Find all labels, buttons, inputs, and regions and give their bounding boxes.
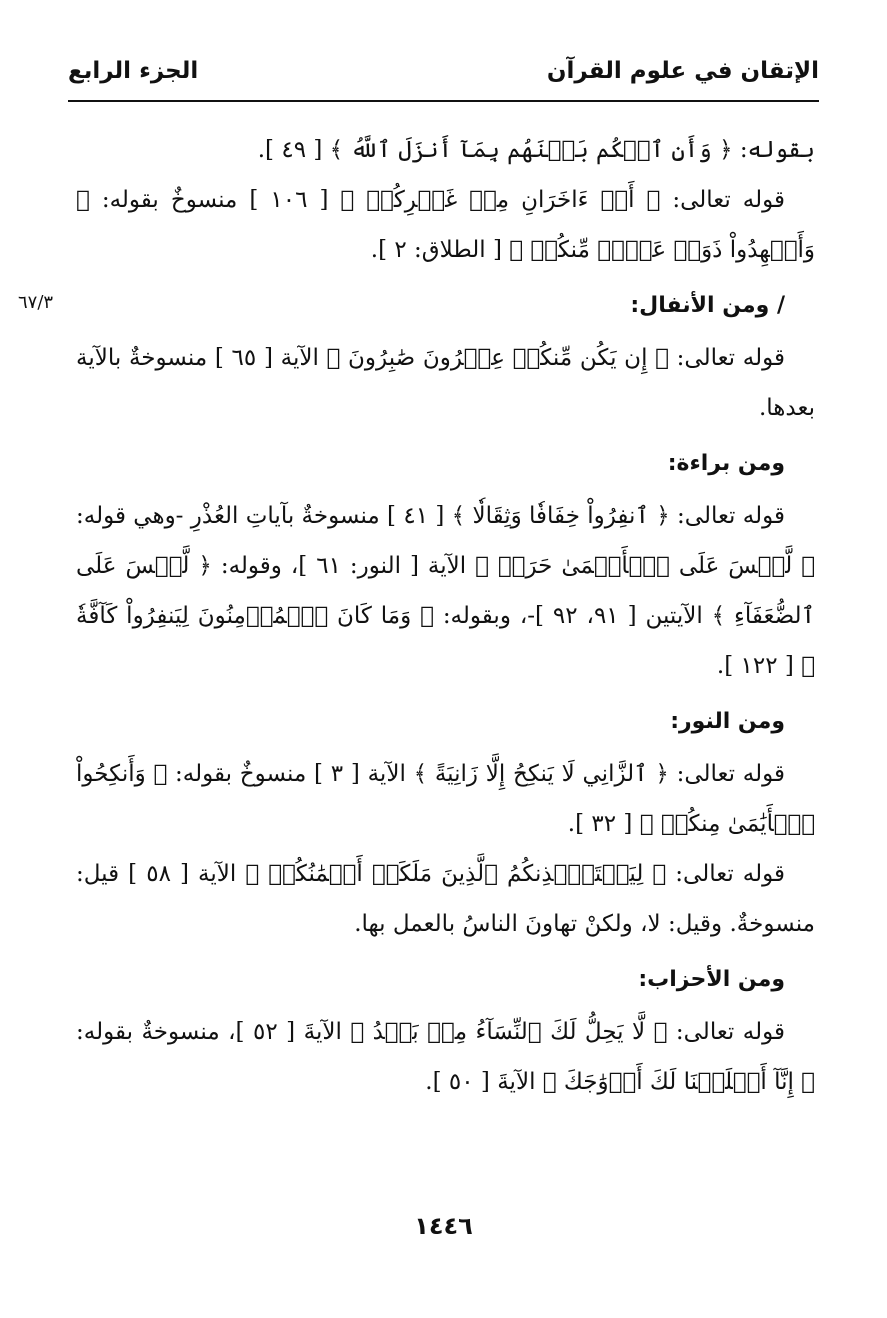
body-paragraph: بقوله: ﴿ وَأَنِ ٱحۡكُم بَيۡنَهُم بِمَآ أَنزَلَ ٱللَّهُ ﴾ [ ٤٩ ]. (257, 137, 815, 163)
section-heading: / ومن الأنفال: (630, 293, 785, 318)
section-heading: ومن النور: (670, 709, 785, 734)
body-paragraph: قوله تعالى: ﴿ أَوۡ ءَاخَرَانِ مِنۡ غَيۡرِكُمۡ ﴾ [ ١٠٦ ] منسوخٌ بقوله: ﴿ وَأَشۡهِدُواْ ذَوَيۡ عَدۡلٖ مِّنكُمۡ ﴾ [ الطلاق: ٢ ]. (76, 187, 815, 263)
body-paragraph: قوله تعالى: ﴿ لَّا يَحِلُّ لَكَ ٱلنِّسَآءُ مِنۢ بَعۡدُ ﴾ الآيةَ [ ٥٢ ]، منسوخةٌ بقوله: ﴿ إِنَّآ أَحۡلَلۡنَا لَكَ أَزۡوَٰجَكَ ﴾ الآيةَ [ ٥٠ ]. (76, 1019, 815, 1095)
body-paragraph: قوله تعالى: ﴿ لِيَسۡتَـٔۡذِنكُمُ ٱلَّذِينَ مَلَكَتۡ أَيۡمَٰنُكُمۡ ﴾ الآية [ ٥٨ ] قيل: منسوخةٌ. وقيل: لا، ولكنْ تهاونَ الناسُ بالعمل بها. (76, 861, 815, 937)
page-body (76, 125, 815, 1107)
book-title: الإتقان في علوم القرآن (546, 58, 819, 84)
body-paragraph: قوله تعالى: ﴿ ٱلزَّانِي لَا يَنكِحُ إِلَّا زَانِيَةً ﴾ الآية [ ٣ ] منسوخٌ بقوله: ﴿ وَأَنكِحُواْ ٱلۡأَيَٰمَىٰ مِنكُمۡ ﴾ [ ٣٢ ]. (76, 761, 815, 837)
margin-reference: ٦٧/٣ (18, 292, 54, 313)
running-header (68, 50, 819, 102)
section-heading: ومن الأحزاب: (638, 967, 785, 992)
page-number: ١٤٤٦ (414, 1212, 473, 1240)
part-label: الجزء الرابع (68, 58, 199, 84)
body-paragraph: قوله تعالى: ﴿ ٱنفِرُواْ خِفَافٗا وَثِقَالٗا ﴾ [ ٤١ ] منسوخةٌ بآياتِ العُذْرِ -وهي قوله: ﴿ لَّيۡسَ عَلَى ٱلۡأَعۡمَىٰ حَرَجٞ ﴾ الآية [ النور: ٦١ ]، وقوله: ﴿ لَّيۡسَ عَلَى ٱلضُّعَفَآءِ ﴾ الآيتين [ ٩١، ٩٢ ]-، وبقوله: ﴿ وَمَا كَانَ ٱلۡمُؤۡمِنُونَ لِيَنفِرُواْ كَآفَّةٗ ﴾ [ ١٢٢ ]. (76, 503, 815, 679)
body-paragraph: قوله تعالى: ﴿ إِن يَكُن مِّنكُمۡ عِشۡرُونَ صَٰبِرُونَ ﴾ الآية [ ٦٥ ] منسوخةٌ بالآية بعدها. (76, 345, 815, 421)
section-heading: ومن براءة: (667, 451, 785, 476)
